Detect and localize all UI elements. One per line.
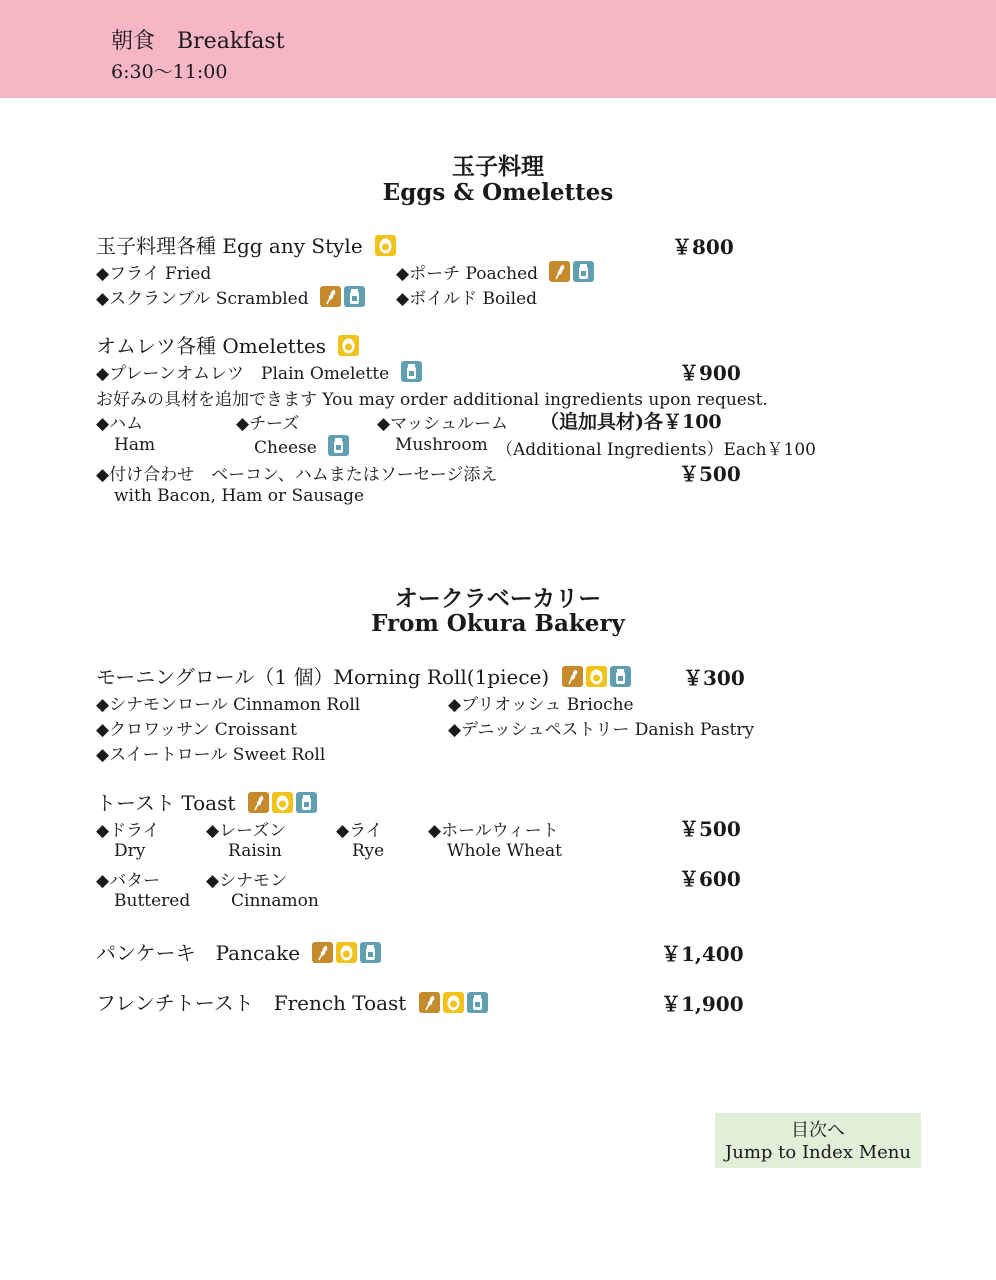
item-name: トースト Toast <box>96 791 236 815</box>
option-ham-en: Ham <box>114 435 156 455</box>
allergen-icons <box>248 792 317 813</box>
option-fried: ◆フライ Fried <box>96 264 212 284</box>
allergen-icons <box>338 335 359 356</box>
allergen-icons <box>320 286 365 307</box>
allergen-icons <box>328 435 349 456</box>
option-whole-wheat-en: Whole Wheat <box>447 841 563 861</box>
allergen-icons <box>549 261 594 282</box>
egg-icon <box>375 235 396 256</box>
item-name: フレンチトースト French Toast <box>96 991 407 1015</box>
milk-icon <box>401 361 422 382</box>
option-mushroom-jp: ◆マッシュルーム <box>377 414 509 434</box>
wheat-icon <box>248 792 269 813</box>
allergen-icons <box>401 361 422 382</box>
option-boiled: ◆ボイルド Boiled <box>396 289 538 309</box>
option-side-jp: ◆付け合わせ ベーコン、ハムまたはソーセージ添え <box>96 465 498 485</box>
option-label: ◆ポーチ Poached <box>396 264 539 284</box>
milk-icon <box>610 666 631 687</box>
wheat-icon <box>419 992 440 1013</box>
option-raisin-jp: ◆レーズン <box>206 821 287 841</box>
egg-icon <box>338 335 359 356</box>
option-poached <box>396 259 594 284</box>
price-morning-roll: ￥300 <box>683 666 745 690</box>
wheat-icon <box>320 286 341 307</box>
option-cinnamon-jp: ◆シナモン <box>206 871 288 891</box>
allergen-icons <box>419 992 488 1013</box>
option-dry-en: Dry <box>114 841 146 861</box>
section-title-eggs-en: Eggs & Omelettes <box>382 179 614 206</box>
menu-item-toast <box>96 787 317 816</box>
page-title: 朝食 Breakfast <box>111 29 285 54</box>
option-cinnamon-en: Cinnamon <box>231 891 319 911</box>
price-side: ￥500 <box>679 462 741 486</box>
option-brioche: ◆ブリオッシュ Brioche <box>448 695 634 715</box>
service-hours: 6:30〜11:00 <box>111 61 228 83</box>
price-french-toast: ￥1,900 <box>661 992 744 1016</box>
section-title-bakery-jp: オークラベーカリー <box>394 585 602 612</box>
milk-icon <box>344 286 365 307</box>
allergen-icons <box>375 235 396 256</box>
option-whole-wheat-jp: ◆ホールウィート <box>428 821 559 841</box>
wheat-icon <box>312 942 333 963</box>
additional-price-en: （Additional Ingredients）Each￥100 <box>496 440 816 460</box>
menu-item-pancake <box>96 937 381 966</box>
option-ham-jp: ◆ハム <box>96 414 144 434</box>
price-plain-omelette: ￥900 <box>679 361 741 385</box>
option-mushroom-en: Mushroom <box>395 435 488 455</box>
milk-icon <box>573 261 594 282</box>
milk-icon <box>467 992 488 1013</box>
option-label: ◆スクランブル Scrambled <box>96 289 309 309</box>
index-button-label-jp: 目次へ <box>791 1120 845 1141</box>
option-butter-en: Buttered <box>114 891 191 911</box>
option-danish-pastry: ◆デニッシュペストリー Danish Pastry <box>448 720 755 740</box>
milk-icon <box>328 435 349 456</box>
option-cinnamon-roll: ◆シナモンロール Cinnamon Roll <box>96 695 361 715</box>
milk-icon <box>360 942 381 963</box>
option-plain-omelette <box>96 359 422 384</box>
option-label: ◆プレーンオムレツ Plain Omelette <box>96 364 390 384</box>
egg-icon <box>443 992 464 1013</box>
jump-to-index-button[interactable] <box>715 1113 921 1168</box>
option-cheese-en <box>254 435 349 458</box>
egg-icon <box>586 666 607 687</box>
index-button-label-en: Jump to Index Menu <box>725 1142 911 1163</box>
option-raisin-en: Raisin <box>228 841 282 861</box>
option-label: Cheese <box>254 438 317 458</box>
option-butter-jp: ◆バター <box>96 871 161 891</box>
option-side-en: with Bacon, Ham or Sausage <box>114 486 365 506</box>
egg-icon <box>272 792 293 813</box>
wheat-icon <box>562 666 583 687</box>
option-rye-en: Rye <box>352 841 385 861</box>
option-scrambled <box>96 284 365 309</box>
item-name: 玉子料理各種 Egg any Style <box>96 234 363 258</box>
option-dry-jp: ◆ドライ <box>96 821 160 841</box>
option-cheese-jp: ◆チーズ <box>236 414 300 434</box>
milk-icon <box>296 792 317 813</box>
menu-item-omelettes <box>96 330 359 359</box>
egg-icon <box>336 942 357 963</box>
item-name: モーニングロール（1 個）Morning Roll(1piece) <box>96 665 550 689</box>
item-name: オムレツ各種 Omelettes <box>96 334 326 358</box>
item-name: パンケーキ Pancake <box>96 941 301 965</box>
allergen-icons <box>312 942 381 963</box>
additional-note: お好みの具材を追加できます You may order additional ingredients upon request. <box>96 390 768 410</box>
menu-item-french-toast <box>96 987 488 1016</box>
price-toast-flavored: ￥600 <box>679 867 741 891</box>
price-egg-any-style: ￥800 <box>672 235 734 259</box>
menu-item-egg-any-style <box>96 230 396 259</box>
menu-item-morning-roll <box>96 661 631 690</box>
price-toast-plain: ￥500 <box>679 817 741 841</box>
wheat-icon <box>549 261 570 282</box>
page-header <box>0 0 996 98</box>
option-rye-jp: ◆ライ <box>336 821 383 841</box>
allergen-icons <box>562 666 631 687</box>
option-croissant: ◆クロワッサン Croissant <box>96 720 297 740</box>
section-title-bakery-en: From Okura Bakery <box>371 610 625 637</box>
option-sweet-roll: ◆スイートロール Sweet Roll <box>96 745 326 765</box>
price-pancake: ￥1,400 <box>661 942 744 966</box>
section-title-eggs-jp: 玉子料理 <box>452 153 544 180</box>
additional-price-jp: （追加具材)各￥100 <box>540 411 722 433</box>
